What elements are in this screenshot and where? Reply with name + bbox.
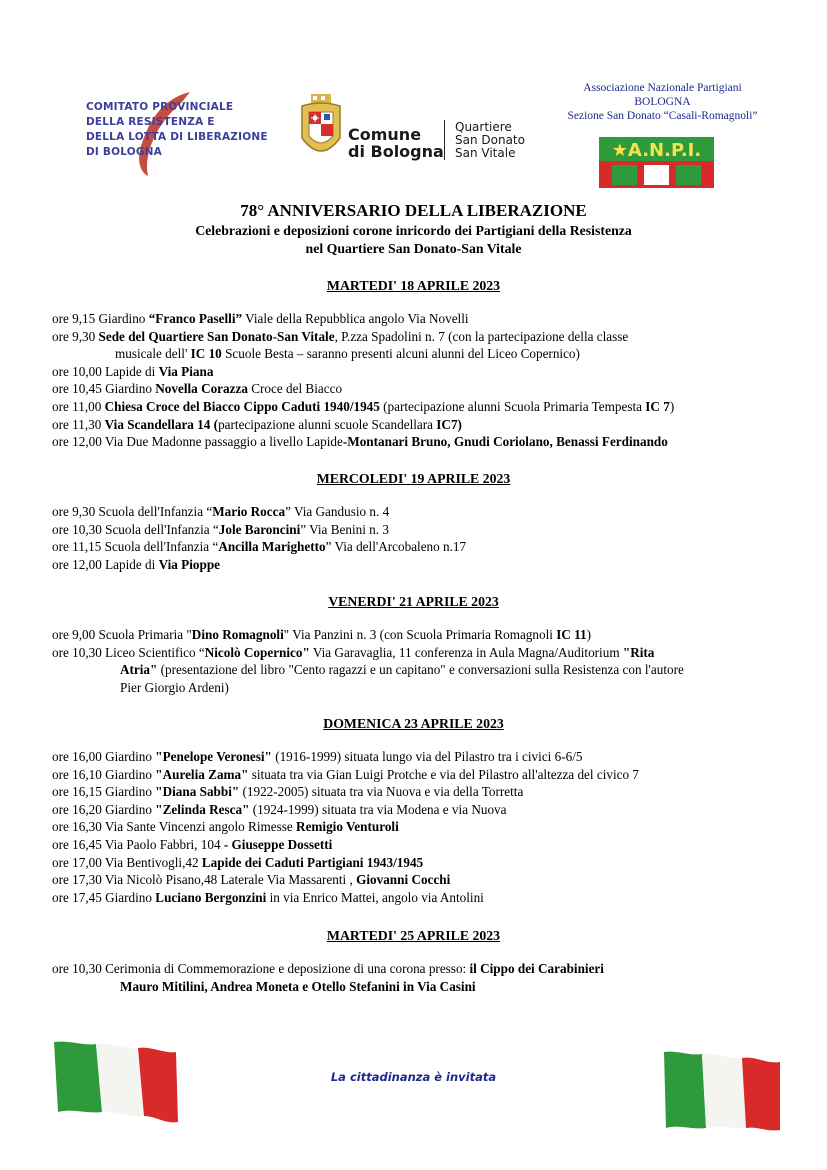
event-highlight: "Diana Sabbi" — [155, 784, 240, 800]
event-text: Croce del Biacco — [247, 381, 343, 397]
event-text: (1924-1999) situata tra via Modena e via Nuova — [249, 801, 507, 817]
comitato-logo — [70, 88, 280, 178]
event-highlight: Chiesa Croce del Biacco Cippo Caduti 1940/1945 — [104, 399, 380, 414]
event-line — [52, 416, 462, 433]
event-highlight: Giovanni Cocchi — [356, 872, 451, 888]
page-title: 78° ANNIVERSARIO DELLA LIBERAZIONE — [240, 201, 587, 220]
event-highlight: Remigio Venturoli — [296, 819, 399, 835]
event-text: " Via Panzini n. 3 (con Scuola Primaria Romagnoli — [283, 627, 557, 642]
event-text: Via Garavaglia, 11 conferenza in Aula Magna/Auditorium — [309, 644, 623, 660]
bologna-crest-icon — [298, 94, 344, 166]
event-text: ore 9,00 Scuola Primaria " — [52, 627, 192, 642]
event-text: ore 11,30 — [52, 416, 105, 432]
event-highlight: Mario Rocca — [212, 504, 286, 519]
event-text: ore 10,30 Liceo Scientifico “ — [52, 644, 205, 660]
event-line — [120, 661, 684, 678]
event-text: (presentazione del libro "Cento ragazzi e un capitano" e conversazioni sulla Resistenza con l'autore — [157, 662, 684, 678]
comitato-line-4: DI BOLOGNA — [86, 146, 162, 158]
event-text: ) — [586, 627, 592, 642]
event-line — [52, 766, 639, 783]
event-line — [52, 818, 399, 835]
day-heading: VENERDI' 21 APRILE 2023 — [328, 594, 499, 609]
comune-line-2: di Bologna — [348, 142, 444, 161]
event-text: (1916-1999) situata lungo via del Pilastro tra i civici 6-6/5 — [271, 749, 583, 764]
event-line — [52, 433, 668, 450]
event-highlight: Dino Romagnoli — [191, 627, 284, 642]
anpi-line-2: BOLOGNA — [634, 96, 691, 108]
event-highlight: - Giuseppe Dossetti — [223, 837, 333, 852]
anpi-header — [555, 81, 770, 123]
event-text: , P.zza Spadolini n. 7 (con la partecipazione della classe — [334, 328, 629, 344]
event-text: ore 17,30 Via Nicolò Pisano,48 Laterale Via Massarenti , — [52, 872, 357, 888]
event-text: partecipazione alunni scuole Scandellara — [218, 416, 437, 432]
event-line — [115, 345, 580, 362]
event-line — [52, 626, 591, 643]
event-text: ore 9,30 Scuola dell'Infanzia “ — [52, 504, 213, 519]
day-heading: MERCOLEDI' 19 APRILE 2023 — [316, 471, 511, 486]
day-heading: MARTEDI' 25 APRILE 2023 — [326, 928, 501, 943]
event-highlight: Sede del Quartiere San Donato-San Vitale — [98, 328, 335, 344]
comune-line-1: Comune — [348, 125, 422, 144]
event-highlight: Nicolò Copernico" — [204, 644, 310, 660]
event-text: Pier Giorgio Ardeni) — [120, 679, 229, 695]
comune-name — [348, 126, 444, 160]
day-heading: DOMENICA 23 APRILE 2023 — [323, 716, 504, 731]
event-line — [52, 310, 469, 327]
comitato-line-3: DELLA LOTTA DI LIBERAZIONE — [86, 131, 268, 143]
event-highlight: Via Piana — [158, 363, 214, 379]
event-text: ore 16,10 Giardino — [52, 766, 156, 782]
event-text: ” Via dell'Arcobaleno n.17 — [325, 539, 467, 555]
event-line — [52, 748, 582, 765]
event-text: ore 12,00 Via Due Madonne passaggio a livello Lapide — [52, 434, 343, 450]
subtitle-2: nel Quartiere San Donato-San Vitale — [305, 241, 522, 256]
anpi-line-1: Associazione Nazionale Partigiani — [583, 82, 742, 94]
event-text: ore 9,15 Giardino — [52, 311, 149, 326]
event-line — [52, 380, 342, 397]
event-text: musicale dell' — [115, 346, 191, 362]
subtitle-1: Celebrazioni e deposizioni corone inricordo dei Partigiani della Resistenza — [195, 223, 632, 238]
day-heading: MARTEDI' 18 APRILE 2023 — [326, 278, 501, 293]
event-line — [52, 328, 628, 345]
event-line — [52, 363, 213, 380]
event-line — [120, 978, 476, 995]
event-text: ore 17,00 Via Bentivogli,42 — [52, 854, 202, 870]
event-text: Scuole Besta – saranno presenti alcuni alunni del Liceo Copernico) — [221, 346, 580, 362]
event-highlight: IC 10 — [190, 346, 222, 362]
event-highlight: "Zelinda Resca" — [155, 801, 250, 817]
event-line — [52, 871, 450, 888]
event-text: ore 16,20 Giardino — [52, 801, 156, 817]
event-highlight: IC 11 — [556, 627, 587, 642]
event-highlight: Via Pioppe — [158, 556, 221, 572]
event-line — [52, 556, 220, 573]
event-highlight: IC 7 — [645, 399, 670, 414]
event-line — [52, 503, 389, 520]
event-line — [52, 960, 604, 977]
event-text: ” Via Gandusio n. 4 — [285, 504, 390, 519]
event-highlight: "Rita — [622, 644, 655, 660]
event-highlight: Via Scandellara 14 ( — [104, 416, 219, 432]
invitation-text: La cittadinanza è invitata — [330, 1070, 497, 1084]
event-highlight: "Aurelia Zama" — [155, 766, 249, 782]
event-line — [52, 836, 332, 853]
event-text: ore 11,15 Scuola dell'Infanzia “ — [52, 539, 219, 555]
event-text: ore 11,00 — [52, 399, 105, 414]
event-line — [52, 398, 674, 415]
event-highlight: Atria" — [120, 662, 158, 678]
event-line — [52, 854, 423, 871]
event-highlight: -Montanari Bruno, Gnudi Coriolano, Benassi Ferdinando — [342, 434, 668, 450]
event-text: ” Via Benini n. 3 — [300, 521, 389, 537]
event-text: ore 10,00 Lapide di — [52, 363, 159, 379]
logo-divider — [444, 120, 445, 160]
event-highlight: Mauro Mitilini, Andrea Moneta e Otello Stefanini in Via Casini — [120, 978, 476, 994]
event-text: ore 12,00 Lapide di — [52, 556, 159, 572]
event-text: ore 17,45 Giardino — [52, 889, 156, 905]
anpi-logo — [599, 137, 714, 188]
event-line — [52, 644, 654, 661]
event-line — [52, 521, 389, 538]
quartiere-line-3: San Vitale — [455, 146, 516, 160]
quartiere-name — [455, 121, 525, 160]
event-text: in via Enrico Mattei, angolo via Antolini — [266, 889, 484, 905]
event-highlight: IC7) — [436, 416, 462, 432]
event-text: (1922-2005) situata tra via Nuova e via della Torretta — [239, 784, 524, 800]
event-highlight: Novella Corazza — [155, 381, 248, 397]
event-text: ore 16,15 Giardino — [52, 784, 156, 800]
event-line — [52, 783, 523, 800]
event-text: ore 16,00 Giardino — [52, 749, 156, 764]
comitato-line-1: COMITATO PROVINCIALE — [86, 101, 234, 113]
italian-flag-right-icon — [662, 1048, 782, 1133]
event-text: ore 9,30 — [52, 328, 99, 344]
event-highlight: "Penelope Veronesi" — [155, 749, 272, 764]
event-text: ore 10,45 Giardino — [52, 381, 156, 397]
event-line — [52, 538, 466, 555]
event-highlight: “Franco Paselli” — [148, 311, 243, 326]
event-text: ore 10,30 Scuola dell'Infanzia “ — [52, 521, 219, 537]
event-highlight: il Cippo dei Carabinieri — [469, 961, 604, 976]
event-text: situata tra via Gian Luigi Protche e via del Pilastro all'altezza del civico 7 — [248, 766, 639, 782]
event-text: (partecipazione alunni Scuola Primaria Tempesta — [379, 399, 646, 414]
event-highlight: Luciano Bergonzini — [155, 889, 267, 905]
anpi-line-3: Sezione San Donato “Casali-Romagnoli” — [567, 110, 758, 122]
event-line — [52, 801, 507, 818]
event-highlight: Lapide dei Caduti Partigiani 1943/1945 — [201, 854, 424, 870]
quartiere-line-2: San Donato — [455, 133, 525, 147]
quartiere-line-1: Quartiere — [455, 120, 512, 134]
event-text: Viale della Repubblica angolo Via Novelli — [242, 311, 469, 326]
comitato-line-2: DELLA RESISTENZA E — [86, 116, 215, 128]
event-text: ore 10,30 Cerimonia di Commemorazione e deposizione di una corona presso: — [52, 961, 470, 976]
event-line — [120, 679, 229, 696]
anpi-logo-text: ★A.N.P.I. — [611, 140, 702, 161]
event-text: ore 16,45 Via Paolo Fabbri, 104 — [52, 837, 224, 852]
event-highlight: Ancilla Marighetto — [218, 539, 326, 555]
event-line — [52, 889, 484, 906]
event-text: ore 16,30 Via Sante Vincenzi angolo Rimesse — [52, 819, 297, 835]
event-highlight: Jole Baroncini — [218, 521, 301, 537]
event-text: ) — [669, 399, 675, 414]
comune-logo — [298, 94, 558, 166]
